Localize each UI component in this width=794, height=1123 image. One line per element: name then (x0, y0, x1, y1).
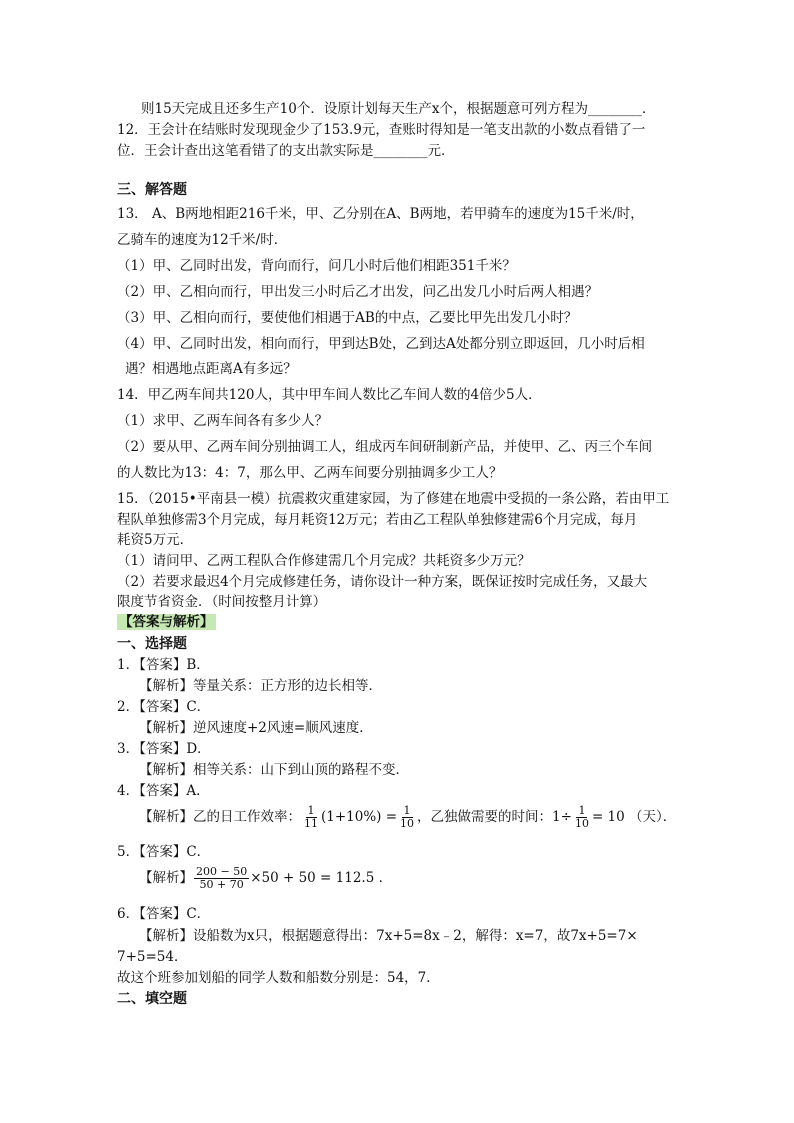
analysis-5-prefix: 【解析】 (139, 870, 193, 886)
question-12: 12．王会计在结账时发现现金少了153.9元，查账时得知是一笔支出款的小数点看错了一 (117, 122, 646, 138)
sub-question: （2）甲、乙相向而行，甲出发三小时后乙才出发，问乙出发几小时后两人相遇？ (117, 284, 599, 300)
answer-3: 3．【答案】D． (117, 741, 211, 757)
answer-6: 6．【答案】C． (117, 906, 211, 922)
question-15: 15．（2015•平南县一模）抗震救灾重建家园，为了修建在地震中受损的一条公路，若由甲工 (117, 491, 670, 507)
answer-4: 4．【答案】A． (117, 783, 210, 799)
answer-1: 1．【答案】B． (117, 657, 210, 673)
fraction-denominator: 10 (574, 817, 589, 830)
text-line: 位．王会计查出这笔看错了的支出款实际是________元． (117, 143, 455, 159)
analysis-1: 【解析】等量关系：正方形的边长相等． (139, 678, 382, 694)
text-line: 故这个班参加划船的同学人数和船数分别是：54，7． (117, 970, 440, 986)
math-text: ，乙独做需要的时间：1÷ (417, 809, 572, 825)
answer-heading (117, 613, 216, 631)
question-13: 13． A、B两地相距216千米，甲、乙分别在A、B两地，若甲骑车的速度为15千米/时， (117, 206, 644, 222)
section-heading: 一、选择题 (117, 636, 187, 652)
sub-question: （1）求甲、乙两车间各有多少人？ (117, 413, 329, 429)
analysis-2: 【解析】逆风速度+2风速=顺风速度． (139, 720, 373, 736)
math-text: ×50 + 50 = 112.5 ． (250, 870, 393, 886)
question-14: 14．甲乙两车间共120人，其中甲车间人数比乙车间人数的4倍少5人． (117, 387, 542, 403)
answer-2: 2．【答案】C． (117, 699, 211, 715)
fraction-numerator: 1 (578, 804, 586, 817)
section-heading: 三、解答题 (117, 182, 187, 198)
fraction (194, 866, 249, 891)
fraction-denominator: 10 (400, 817, 415, 830)
analysis-4-prefix: 【解析】乙的日工作效率： (139, 809, 301, 825)
sub-question: （2）要从甲、乙两车间分别抽调工人，组成丙车间研制新产品，并使甲、乙、丙三个车间 (117, 439, 653, 455)
analysis-6: 【解析】设船数为x只，根据题意得出：7x+5=8x﹣2，解得：x=7，故7x+5=7× (139, 928, 638, 944)
fraction-denominator: 11 (304, 817, 318, 830)
sub-question: （1）请问甲、乙两工程队合作修建需几个月完成？共耗资多少万元？ (117, 553, 531, 569)
section-heading: 二、填空题 (117, 991, 187, 1007)
analysis-5 (139, 863, 392, 893)
sub-question: （1）甲、乙同时出发，背向而行，问几小时后他们相距351千米？ (117, 258, 516, 274)
analysis-4 (139, 804, 676, 830)
math-text: (1+10%) = (321, 809, 398, 825)
text-line: 7+5=54． (117, 949, 188, 965)
fraction (573, 805, 591, 830)
math-text: = 10 （天）． (591, 809, 677, 825)
analysis-3: 【解析】相等关系：山下到山顶的路程不变． (139, 762, 409, 778)
fraction-numerator: 200 − 50 (196, 865, 248, 878)
text-line: 乙骑车的速度为12千米/时． (117, 232, 288, 248)
fraction (302, 805, 320, 830)
answer-5: 5．【答案】C． (117, 844, 211, 860)
text-line: 的人数比为13：4：7，那么甲、乙两车间要分别抽调多少工人？ (117, 465, 503, 481)
sub-question: （4）甲、乙同时出发，相向而行，甲到达B处，乙到达A处都分别立即返回，几小时后相 (117, 336, 645, 352)
fraction (398, 805, 416, 830)
text-line: 则15天完成且还多生产10个．设原计划每天生产x个，根据题意可列方程为________． (141, 101, 656, 117)
text-line: 程队单独修需3个月完成，每月耗资12万元；若由乙工程队单独修建需6个月完成，每月 (117, 512, 638, 528)
text-line: 耗资5万元． (117, 532, 194, 548)
text-line: 遇？相遇地点距离A有多远？ (125, 361, 297, 377)
sub-question: （2）若要求最迟4个月完成修建任务，请你设计一种方案，既保证按时完成任务，又最大 (117, 574, 648, 590)
fraction-denominator: 50 + 70 (199, 878, 244, 891)
fraction-numerator: 1 (403, 804, 411, 817)
sub-question: （3）甲、乙相向而行，要使他们相遇于AB的中点，乙要比甲先出发几小时？ (117, 310, 578, 326)
answer-heading-label: 【答案与解析】 (119, 614, 214, 630)
text-line: 限度节省资金．（时间按整月计算） (117, 594, 327, 610)
fraction-numerator: 1 (307, 804, 315, 817)
